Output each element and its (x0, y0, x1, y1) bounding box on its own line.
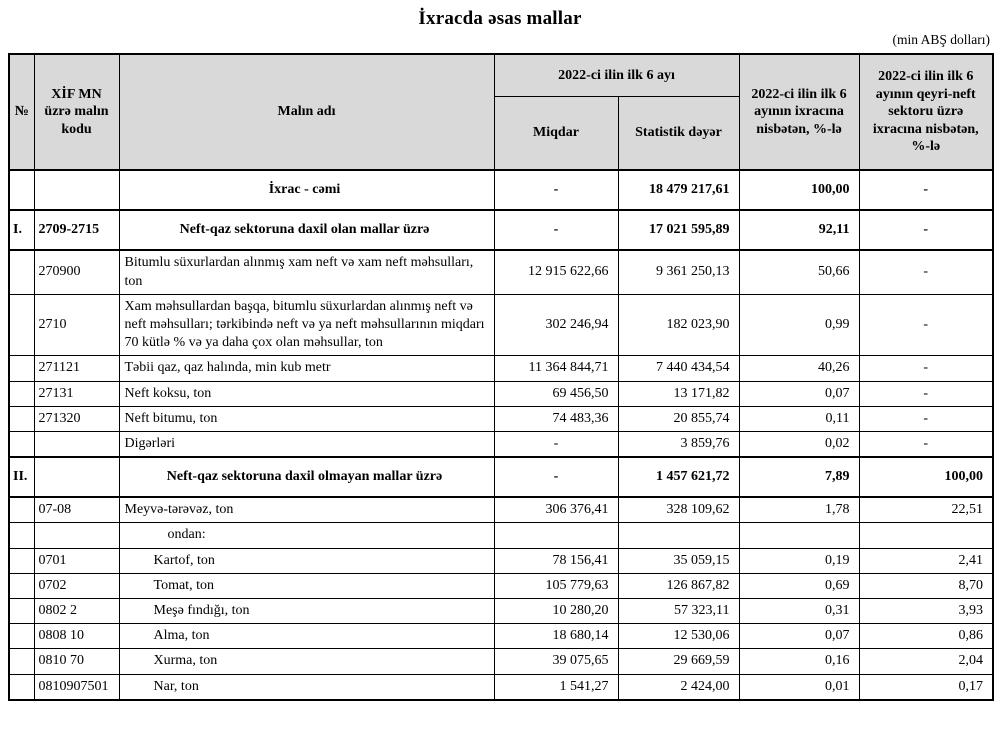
stat-value-cell (618, 523, 739, 548)
product-name-cell: Alma, ton (119, 624, 494, 649)
quantity-cell: 69 456,50 (494, 381, 618, 406)
stat-value-cell: 9 361 250,13 (618, 250, 739, 294)
product-name-cell: ondan: (119, 523, 494, 548)
share-nonoil-cell: 2,41 (859, 548, 993, 573)
table-header (9, 54, 993, 170)
product-code-cell: 0810 70 (34, 649, 119, 674)
stat-value-cell: 18 479 217,61 (618, 170, 739, 210)
table-row (9, 431, 993, 457)
quantity-cell: 306 376,41 (494, 497, 618, 523)
product-name-cell: İxrac - cəmi (119, 170, 494, 210)
quantity-cell: 302 246,94 (494, 294, 618, 356)
row-number-cell (9, 170, 34, 210)
row-number-cell (9, 548, 34, 573)
product-code-cell: 0808 10 (34, 624, 119, 649)
share-nonoil-cell: - (859, 406, 993, 431)
table-row (9, 210, 993, 250)
table-row (9, 381, 993, 406)
col-header-share-nonoil: 2022-ci ilin ilk 6 ayının qeyri-neft sektoru üzrə ixracına nisbətən, %-lə (859, 54, 993, 170)
table-body (9, 170, 993, 700)
row-number-cell (9, 294, 34, 356)
table-row (9, 457, 993, 497)
product-name-cell: Xam məhsullardan başqa, bitumlu süxurlardan alınmış neft və neft məhsulları; tərkibində neft və ya neft məhsullarının miqdarı 70 kütlə % və ya daha çox olan məhsullar, ton (119, 294, 494, 356)
share-total-cell: 0,07 (739, 381, 859, 406)
quantity-cell: 10 280,20 (494, 599, 618, 624)
stat-value-cell: 2 424,00 (618, 674, 739, 700)
row-number-cell (9, 381, 34, 406)
stat-value-cell: 17 021 595,89 (618, 210, 739, 250)
row-number-cell (9, 649, 34, 674)
row-number-cell (9, 624, 34, 649)
product-name-cell: Neft-qaz sektoruna daxil olmayan mallar üzrə (119, 457, 494, 497)
row-number-cell (9, 599, 34, 624)
product-name-cell: Neft bitumu, ton (119, 406, 494, 431)
product-code-cell: 271320 (34, 406, 119, 431)
share-total-cell: 50,66 (739, 250, 859, 294)
col-header-stat-value: Statistik dəyər (618, 96, 739, 170)
row-number-cell (9, 573, 34, 598)
share-nonoil-cell: 8,70 (859, 573, 993, 598)
table-row (9, 573, 993, 598)
share-nonoil-cell: 100,00 (859, 457, 993, 497)
product-code-cell: 07-08 (34, 497, 119, 523)
stat-value-cell: 35 059,15 (618, 548, 739, 573)
stat-value-cell: 12 530,06 (618, 624, 739, 649)
col-header-quantity: Miqdar (494, 96, 618, 170)
share-nonoil-cell: 0,17 (859, 674, 993, 700)
product-code-cell: 2709-2715 (34, 210, 119, 250)
share-nonoil-cell (859, 523, 993, 548)
product-code-cell (34, 431, 119, 457)
share-total-cell: 0,19 (739, 548, 859, 573)
share-nonoil-cell: - (859, 170, 993, 210)
quantity-cell (494, 523, 618, 548)
row-number-cell: II. (9, 457, 34, 497)
share-total-cell: 0,07 (739, 624, 859, 649)
stat-value-cell: 20 855,74 (618, 406, 739, 431)
share-nonoil-cell: - (859, 210, 993, 250)
stat-value-cell: 57 323,11 (618, 599, 739, 624)
col-header-share-total: 2022-ci ilin ilk 6 ayının ixracına nisbətən, %-lə (739, 54, 859, 170)
row-number-cell (9, 674, 34, 700)
stat-value-cell: 126 867,82 (618, 573, 739, 598)
share-nonoil-cell: 0,86 (859, 624, 993, 649)
stat-value-cell: 3 859,76 (618, 431, 739, 457)
share-total-cell: 92,11 (739, 210, 859, 250)
product-code-cell (34, 523, 119, 548)
document-page (0, 8, 1000, 701)
quantity-cell: 18 680,14 (494, 624, 618, 649)
quantity-cell: 12 915 622,66 (494, 250, 618, 294)
unit-note: (min ABŞ dolları) (892, 32, 990, 47)
product-name-cell: Nar, ton (119, 674, 494, 700)
quantity-cell: 105 779,63 (494, 573, 618, 598)
share-total-cell: 0,99 (739, 294, 859, 356)
quantity-cell: - (494, 170, 618, 210)
quantity-cell: 39 075,65 (494, 649, 618, 674)
product-name-cell: Tomat, ton (119, 573, 494, 598)
share-total-cell: 0,11 (739, 406, 859, 431)
product-name-cell: Kartof, ton (119, 548, 494, 573)
product-name-cell: Digərləri (119, 431, 494, 457)
product-name-cell: Meyvə-tərəvəz, ton (119, 497, 494, 523)
stat-value-cell: 328 109,62 (618, 497, 739, 523)
share-nonoil-cell: 22,51 (859, 497, 993, 523)
table-row (9, 523, 993, 548)
share-total-cell: 0,02 (739, 431, 859, 457)
share-total-cell: 1,78 (739, 497, 859, 523)
product-code-cell (34, 170, 119, 210)
quantity-cell: 74 483,36 (494, 406, 618, 431)
share-total-cell: 0,31 (739, 599, 859, 624)
row-number-cell: I. (9, 210, 34, 250)
stat-value-cell: 7 440 434,54 (618, 356, 739, 381)
stat-value-cell: 1 457 621,72 (618, 457, 739, 497)
share-total-cell: 100,00 (739, 170, 859, 210)
product-name-cell: Təbii qaz, qaz halında, min kub metr (119, 356, 494, 381)
table-row (9, 406, 993, 431)
share-nonoil-cell: - (859, 431, 993, 457)
col-header-period-group: 2022-ci ilin ilk 6 ayı (494, 54, 739, 96)
quantity-cell: 1 541,27 (494, 674, 618, 700)
table-row (9, 170, 993, 210)
col-header-name: Malın adı (119, 54, 494, 170)
quantity-cell: 78 156,41 (494, 548, 618, 573)
table-row (9, 250, 993, 294)
share-total-cell: 40,26 (739, 356, 859, 381)
share-nonoil-cell: 3,93 (859, 599, 993, 624)
product-code-cell: 0810907501 (34, 674, 119, 700)
table-row (9, 497, 993, 523)
stat-value-cell: 29 669,59 (618, 649, 739, 674)
table-row (9, 599, 993, 624)
product-code-cell: 271121 (34, 356, 119, 381)
table-row (9, 294, 993, 356)
product-name-cell: Neft-qaz sektoruna daxil olan mallar üzrə (119, 210, 494, 250)
share-total-cell: 7,89 (739, 457, 859, 497)
row-number-cell (9, 250, 34, 294)
product-code-cell: 0702 (34, 573, 119, 598)
share-nonoil-cell: 2,04 (859, 649, 993, 674)
share-nonoil-cell: - (859, 356, 993, 381)
col-header-code: XİF MN üzrə malın kodu (34, 54, 119, 170)
quantity-cell: - (494, 210, 618, 250)
product-code-cell: 0701 (34, 548, 119, 573)
row-number-cell (9, 356, 34, 381)
product-code-cell: 270900 (34, 250, 119, 294)
quantity-cell: - (494, 457, 618, 497)
share-nonoil-cell: - (859, 381, 993, 406)
product-code-cell: 0802 2 (34, 599, 119, 624)
product-code-cell: 27131 (34, 381, 119, 406)
table-row (9, 356, 993, 381)
row-number-cell (9, 406, 34, 431)
stat-value-cell: 182 023,90 (618, 294, 739, 356)
row-number-cell (9, 523, 34, 548)
page-title: İxracda əsas mallar (418, 8, 582, 29)
exports-table (8, 53, 994, 701)
share-total-cell: 0,01 (739, 674, 859, 700)
col-header-no: № (9, 54, 34, 170)
product-name-cell: Neft koksu, ton (119, 381, 494, 406)
table-row (9, 649, 993, 674)
share-total-cell: 0,16 (739, 649, 859, 674)
quantity-cell: 11 364 844,71 (494, 356, 618, 381)
table-row (9, 674, 993, 700)
quantity-cell: - (494, 431, 618, 457)
table-row (9, 624, 993, 649)
product-name-cell: Bitumlu süxurlardan alınmış xam neft və xam neft məhsulları, ton (119, 250, 494, 294)
stat-value-cell: 13 171,82 (618, 381, 739, 406)
table-row (9, 548, 993, 573)
product-code-cell (34, 457, 119, 497)
share-nonoil-cell: - (859, 250, 993, 294)
product-name-cell: Meşə fındığı, ton (119, 599, 494, 624)
share-nonoil-cell: - (859, 294, 993, 356)
share-total-cell (739, 523, 859, 548)
row-number-cell (9, 431, 34, 457)
share-total-cell: 0,69 (739, 573, 859, 598)
product-name-cell: Xurma, ton (119, 649, 494, 674)
product-code-cell: 2710 (34, 294, 119, 356)
row-number-cell (9, 497, 34, 523)
